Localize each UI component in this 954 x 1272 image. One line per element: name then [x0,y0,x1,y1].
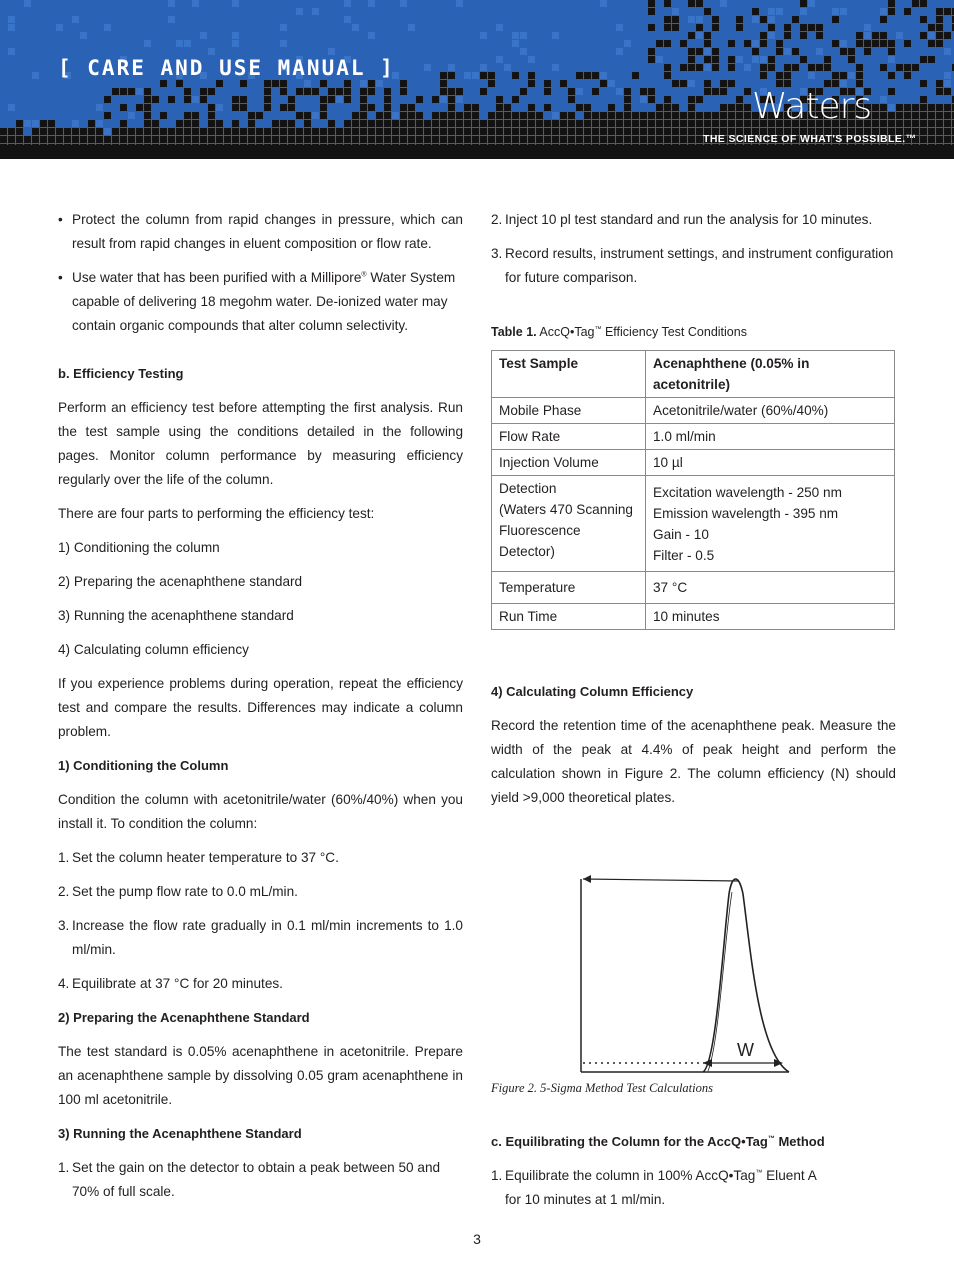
brand-tagline: THE SCIENCE OF WHAT'S POSSIBLE.™ [703,133,917,145]
subsection-heading: 4) Calculating Column Efficiency [491,684,694,699]
table-cell: Run Time [492,604,646,630]
subsection-heading: 2) Preparing the Acenaphthene Standard [58,1010,310,1025]
bullet-text: Protect the column from rapid changes in pressure, which can result from rapid changes in eluent composition or flow rate. [72,212,463,251]
waters-logo: Waters [752,86,872,127]
bullet-item [58,266,463,338]
table-caption: Table 1. AccQ•Tag™ Efficiency Test Conditions [491,325,747,339]
peak-diagram [491,844,896,1074]
numbered-step: 3. Record results, instrument settings, and instrument configuration for future comparison. [491,246,894,285]
table-header-row [492,351,895,398]
table-cell: 37 °C [646,572,895,604]
table-row [492,572,895,604]
table-row [492,424,895,450]
page-number: 3 [473,1231,481,1247]
header-banner [0,0,954,159]
table-cell: Acetonitrile/water (60%/40%) [646,398,895,424]
numbered-step: 4. Equilibrate at 37 °C for 20 minutes. [58,976,283,991]
subsection-heading: 1) Conditioning the Column [58,758,229,773]
paragraph: The test standard is 0.05% acenaphthene in acetonitrile. Prepare an acenaphthene sample by dissolving 0.05 gram acenaphthene in 100 ml acetonitrile. [58,1044,463,1107]
table-header-cell: Test Sample [492,351,646,398]
list-item: 4) Calculating column efficiency [58,642,249,657]
left-column [58,208,463,1214]
peak-height-line [583,879,739,881]
list-item: 3) Running the acenaphthene standard [58,608,294,623]
list-item: 2) Preparing the acenaphthene standard [58,574,303,589]
table-row [492,604,895,630]
section-heading: c. Equilibrating the Column for the AccQ•Tag™ Method [491,1134,825,1149]
table-cell: 10 µl [646,450,895,476]
table-row [492,450,895,476]
numbered-step: 1. Set the gain on the detector to obtain a peak between 50 and 70% of full scale. [58,1160,441,1199]
numbered-step: 1. Set the column heater temperature to 37 °C. [58,850,339,865]
bullet-icon: • [58,212,63,227]
paragraph: Record the retention time of the acenaphthene peak. Measure the width of the peak at 4.4% of peak height and perform the calculation shown in Figure 2. The column efficiency (N) should yield >9,000 theoretical plates. [491,718,896,805]
peak-figure [491,844,896,1074]
table-cell: Excitation wavelength - 250 nm Emission wavelength - 395 nm Gain - 10 Filter - 0.5 [646,476,895,572]
table-cell: 10 minutes [646,604,895,630]
paragraph: If you experience problems during operation, repeat the efficiency test and compare the results. Differences may indicate a column problem. [58,676,463,739]
numbered-step: 2. Set the pump flow rate to 0.0 mL/min. [58,884,298,899]
table-row [492,476,895,572]
paragraph: There are four parts to performing the efficiency test: [58,506,375,521]
table-cell: Flow Rate [492,424,646,450]
bullet-text: Use water that has been purified with a Millipore® Water System capable of delivering 18 megohm water. De-ionized water may contain organic compounds that alter column selectivity. [72,270,456,333]
paragraph: Condition the column with acetonitrile/water (60%/40%) when you install it. To condition the column: [58,792,463,831]
table-header-cell: Acenaphthene (0.05% in acetonitrile) [646,351,895,398]
numbered-step: 2. Inject 10 pl test standard and run the analysis for 10 minutes. [491,212,873,227]
table-row [492,398,895,424]
list-item: 1) Conditioning the column [58,540,220,555]
table-cell: 1.0 ml/min [646,424,895,450]
section-heading: b. Efficiency Testing [58,366,184,381]
table-cell: Temperature [492,572,646,604]
numbered-step: 1. Equilibrate the column in 100% AccQ•Tag™ Eluent A for 10 minutes at 1 ml/min. [491,1168,817,1207]
table-cell: Injection Volume [492,450,646,476]
arrow-head-icon [583,875,591,883]
table-cell: Detection (Waters 470 Scanning Fluorescence Detector) [492,476,646,572]
table-cell: Mobile Phase [492,398,646,424]
bullet-icon: • [58,270,63,285]
paragraph: Perform an efficiency test before attempting the first analysis. Run the test sample using the conditions detailed in the following pages. Monitor column performance by measuring efficiency regularly over the life of the column. [58,400,463,487]
figure-caption: Figure 2. 5-Sigma Method Test Calculations [491,1081,713,1095]
conditions-table [491,350,895,630]
manual-title: [ CARE AND USE MANUAL ] [58,56,395,80]
width-label: W [737,1040,754,1060]
numbered-step: 3. Increase the flow rate gradually in 0.1 ml/min increments to 1.0 ml/min. [58,918,463,957]
right-column [491,208,896,1222]
bullet-item [58,208,463,256]
subsection-heading: 3) Running the Acenaphthene Standard [58,1126,302,1141]
